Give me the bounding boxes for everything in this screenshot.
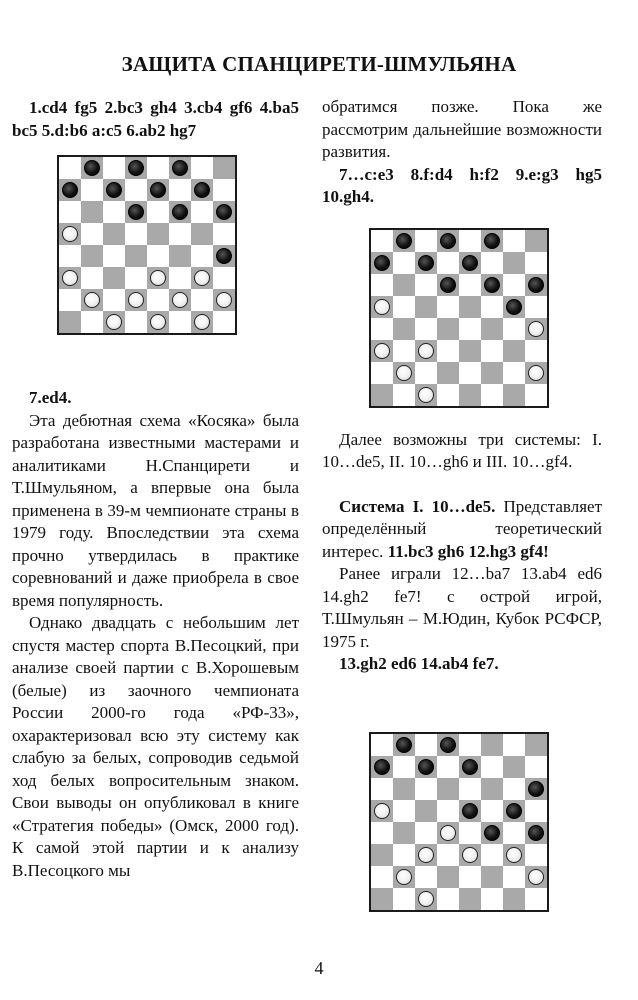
board-square	[169, 245, 191, 267]
board-square	[415, 734, 437, 756]
board-square	[481, 734, 503, 756]
board-square	[191, 223, 213, 245]
board-square	[437, 318, 459, 340]
board-square	[393, 888, 415, 910]
paragraph-pesotsky: Однако двадцать с небольшим лет спустя мастер спорта В.Песоцкий, при анализе своей партии с В.Хорошевым (белые) из заочного чемпионата России 2000-го года «РФ-33», охарактеризовал всю эту систему как слабую за белых, сопроводив седьмой ход белых вопросительным знаком. Свои выводы он опубликовал в книге «Стратегия победы» (Омск, 2000 год). К самой этой партии и к анализу В.Песоцкого мы	[12, 613, 299, 880]
board-square	[371, 230, 393, 252]
board-square	[213, 157, 235, 179]
board-square	[81, 179, 103, 201]
board-square	[59, 289, 81, 311]
board-square	[481, 362, 503, 384]
board-square	[191, 201, 213, 223]
earlier-played-text: Ранее играли 12…ba7 13.ab4 ed6 14.gh2 fe7! с острой игрой, Т.Шмульян – М.Юдин, Кубок РСФСР, 1975 г.	[322, 564, 602, 651]
board-square	[459, 734, 481, 756]
board-square	[503, 384, 525, 406]
board-square	[503, 252, 525, 274]
board-square	[437, 844, 459, 866]
board-square	[481, 844, 503, 866]
board-square	[393, 296, 415, 318]
board-square	[371, 274, 393, 296]
board-square	[103, 223, 125, 245]
board-square	[459, 888, 481, 910]
board-square	[59, 245, 81, 267]
three-systems-text: Далее возможны три системы: I. 10…de5, II. 10…gh6 и III. 10…gf4.	[322, 429, 602, 471]
board-square	[481, 296, 503, 318]
board-square	[525, 888, 547, 910]
board-square	[503, 756, 525, 778]
board-square	[59, 157, 81, 179]
board-square	[437, 252, 459, 274]
board-square	[481, 318, 503, 340]
board-square	[459, 778, 481, 800]
board-square	[437, 384, 459, 406]
board-square	[125, 223, 147, 245]
board-square	[393, 274, 415, 296]
continuation-text: обратимся позже. Пока же рассмотрим дальнейшие возможности развития.	[322, 97, 602, 161]
board-square	[503, 340, 525, 362]
board-square	[393, 756, 415, 778]
board-square	[393, 384, 415, 406]
move-7-label: 7.ed4.	[29, 388, 72, 407]
board-square	[525, 844, 547, 866]
board-square	[393, 844, 415, 866]
board-square	[415, 230, 437, 252]
board-square	[481, 384, 503, 406]
board-square	[191, 245, 213, 267]
board-square	[147, 201, 169, 223]
board-square	[415, 866, 437, 888]
board-square	[169, 311, 191, 333]
board-square	[371, 844, 393, 866]
board-square	[147, 245, 169, 267]
board-square	[213, 311, 235, 333]
board-square	[213, 223, 235, 245]
board-square	[103, 289, 125, 311]
board-square	[147, 289, 169, 311]
board-square	[437, 888, 459, 910]
board-square	[125, 179, 147, 201]
board-square	[59, 201, 81, 223]
board-square	[213, 267, 235, 289]
board-square	[503, 822, 525, 844]
board-square	[393, 778, 415, 800]
board-square	[191, 289, 213, 311]
board-square	[525, 734, 547, 756]
board-square	[459, 340, 481, 362]
board-square	[393, 252, 415, 274]
board-square	[169, 223, 191, 245]
board-square	[481, 756, 503, 778]
board-square	[371, 822, 393, 844]
board-square	[525, 296, 547, 318]
board-square	[393, 800, 415, 822]
board-square	[459, 384, 481, 406]
board-square	[481, 888, 503, 910]
board-square	[81, 245, 103, 267]
board-square	[525, 340, 547, 362]
board-square	[371, 384, 393, 406]
board-square	[169, 179, 191, 201]
board-square	[503, 362, 525, 384]
board-square	[415, 318, 437, 340]
board-square	[103, 201, 125, 223]
board-square	[169, 267, 191, 289]
board-square	[103, 245, 125, 267]
board-square	[147, 157, 169, 179]
board-square	[503, 274, 525, 296]
system-1-moves: 11.bc3 gh6 12.hg3 gf4!	[383, 541, 549, 561]
board-square	[81, 201, 103, 223]
board-square	[59, 311, 81, 333]
board-square	[415, 800, 437, 822]
board-square	[393, 340, 415, 362]
board-square	[103, 157, 125, 179]
board-square	[393, 822, 415, 844]
board-square	[503, 318, 525, 340]
board-square	[503, 888, 525, 910]
board-square	[525, 230, 547, 252]
board-square	[525, 252, 547, 274]
board-square	[437, 362, 459, 384]
board-square	[371, 888, 393, 910]
board-square	[371, 778, 393, 800]
board-square	[393, 318, 415, 340]
board-square	[103, 267, 125, 289]
board-square	[503, 778, 525, 800]
system-1-text: Представляет определённый теоретический интерес.	[322, 496, 602, 561]
board-square	[459, 822, 481, 844]
board-square	[459, 318, 481, 340]
moves-continuation: 13.gh2 ed6 14.ab4 fe7.	[339, 654, 499, 673]
opening-moves: 1.cd4 fg5 2.bc3 gh4 3.cb4 gf6 4.ba5 bc5 5.d:b6 a:c5 6.ab2 hg7	[12, 98, 299, 140]
board-square	[525, 756, 547, 778]
board-square	[459, 230, 481, 252]
board-square	[437, 296, 459, 318]
board-square	[147, 223, 169, 245]
board-square	[415, 274, 437, 296]
board-square	[437, 866, 459, 888]
board-square	[437, 756, 459, 778]
board-square	[415, 822, 437, 844]
board-square	[371, 866, 393, 888]
board-square	[525, 384, 547, 406]
board-square	[81, 267, 103, 289]
board-square	[503, 230, 525, 252]
board-square	[437, 340, 459, 362]
board-square	[459, 296, 481, 318]
board-square	[81, 223, 103, 245]
board-square	[371, 362, 393, 384]
checkers-diagram-2	[369, 228, 549, 408]
board-square	[481, 778, 503, 800]
board-square	[371, 318, 393, 340]
board-square	[437, 778, 459, 800]
board-square	[459, 274, 481, 296]
moves-main-line: 7…c:e3 8.f:d4 h:f2 9.e:g3 hg5 10.gh4.	[322, 164, 602, 206]
board-square	[415, 778, 437, 800]
board-square	[437, 800, 459, 822]
system-1-paragraph	[322, 496, 602, 564]
board-square	[213, 179, 235, 201]
board-square	[481, 252, 503, 274]
board-square	[125, 245, 147, 267]
board-square	[415, 362, 437, 384]
board-square	[415, 296, 437, 318]
board-square	[481, 866, 503, 888]
board-square	[371, 734, 393, 756]
board-square	[459, 866, 481, 888]
board-square	[81, 311, 103, 333]
system-1-heading: Система I. 10…de5.	[339, 496, 496, 516]
page-number: 4	[314, 958, 324, 978]
board-square	[191, 157, 213, 179]
board-square	[481, 340, 503, 362]
board-square	[503, 866, 525, 888]
checkers-diagram-3	[369, 732, 549, 912]
board-square	[481, 800, 503, 822]
paragraph-history: Эта дебютная схема «Косяка» была разработана известными мастерами и аналитиками Н.Спанцирети и Т.Шмульяном, а впервые она была применена в 39-м чемпионате страны в 1979 году. Впоследствии эта схема прочно утвердилась в практике соревнований и даже приобрела в свое время популярность.	[12, 410, 299, 610]
board-square	[125, 311, 147, 333]
board-square	[503, 734, 525, 756]
board-square	[459, 362, 481, 384]
page-title: ЗАЩИТА СПАНЦИРЕТИ-ШМУЛЬЯНА	[121, 52, 517, 76]
board-square	[125, 267, 147, 289]
board-square	[525, 800, 547, 822]
checkers-diagram-1	[57, 155, 237, 335]
